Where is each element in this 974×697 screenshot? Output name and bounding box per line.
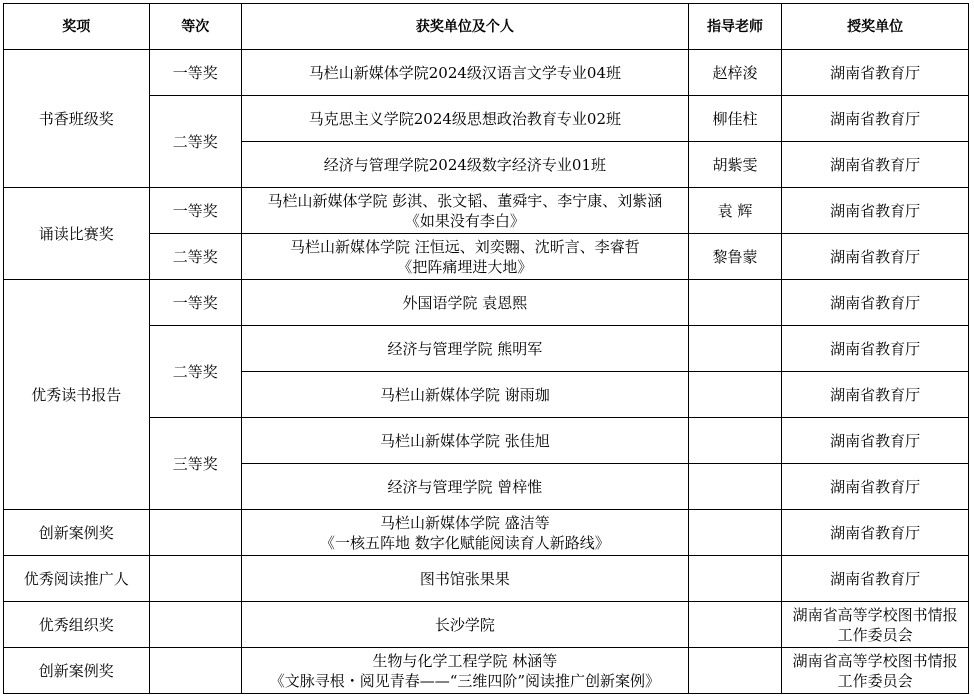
advisor-cell: 柳佳柱 bbox=[688, 96, 781, 142]
winner-cell bbox=[241, 326, 688, 372]
table-row bbox=[4, 602, 969, 648]
issuer-line: 工作委员会 bbox=[837, 671, 913, 690]
winner-line: 经济与管理学院 曾梓惟 bbox=[387, 477, 543, 496]
issuer-cell bbox=[782, 648, 969, 694]
award-cell: 优秀读书报告 bbox=[4, 280, 150, 510]
winner-cell bbox=[241, 556, 688, 602]
issuer-line: 湖南省教育厅 bbox=[830, 63, 921, 82]
award-cell: 创新案例奖 bbox=[4, 510, 150, 556]
issuer-cell bbox=[782, 326, 969, 372]
advisor-cell: 胡紫雯 bbox=[688, 142, 781, 188]
issuer-line: 湖南省教育厅 bbox=[830, 385, 921, 404]
issuer-line: 湖南省教育厅 bbox=[830, 339, 921, 358]
winner-cell bbox=[241, 188, 688, 234]
work-title-line: 《文脉寻根・阅见青春——“三维四阶”阅读推广创新案例》 bbox=[269, 671, 661, 690]
header-row bbox=[4, 4, 969, 50]
issuer-line: 湖南省教育厅 bbox=[830, 431, 921, 450]
table-row bbox=[4, 510, 969, 556]
winner-line: 外国语学院 袁恩熙 bbox=[402, 293, 528, 312]
issuer-line: 湖南省高等学校图书情报 bbox=[792, 651, 958, 670]
winner-line: 马栏山新媒体学院2024级汉语言文学专业04班 bbox=[308, 63, 622, 82]
issuer-cell bbox=[782, 556, 969, 602]
awards-table bbox=[3, 3, 969, 694]
grade-cell bbox=[149, 648, 241, 694]
advisor-cell bbox=[688, 464, 781, 510]
issuer-cell bbox=[782, 142, 969, 188]
issuer-line: 湖南省教育厅 bbox=[830, 201, 921, 220]
table-row bbox=[4, 188, 969, 234]
issuer-line: 湖南省高等学校图书情报 bbox=[792, 605, 958, 624]
winner-cell bbox=[241, 234, 688, 280]
table-row bbox=[4, 556, 969, 602]
issuer-line: 湖南省教育厅 bbox=[830, 569, 921, 588]
award-cell: 书香班级奖 bbox=[4, 50, 150, 188]
winner-cell bbox=[241, 464, 688, 510]
issuer-line: 湖南省教育厅 bbox=[830, 247, 921, 266]
advisor-cell bbox=[688, 280, 781, 326]
issuer-cell bbox=[782, 372, 969, 418]
award-cell: 优秀组织奖 bbox=[4, 602, 150, 648]
winner-cell bbox=[241, 142, 688, 188]
issuer-cell bbox=[782, 96, 969, 142]
winner-cell bbox=[241, 50, 688, 96]
work-title-line: 《一核五阵地 数字化赋能阅读育人新路线》 bbox=[320, 533, 610, 552]
issuer-cell bbox=[782, 280, 969, 326]
winner-line: 经济与管理学院2024级数字经济专业01班 bbox=[323, 155, 607, 174]
issuer-cell bbox=[782, 464, 969, 510]
winner-line: 马栏山新媒体学院 彭淇、张文韬、董舜宇、李宁康、刘紫涵 bbox=[267, 191, 663, 210]
header-award: 奖项 bbox=[4, 4, 150, 50]
award-cell: 优秀阅读推广人 bbox=[4, 556, 150, 602]
issuer-cell bbox=[782, 418, 969, 464]
advisor-cell: 黎鲁蒙 bbox=[688, 234, 781, 280]
winner-cell bbox=[241, 372, 688, 418]
issuer-cell bbox=[782, 510, 969, 556]
advisor-cell bbox=[688, 556, 781, 602]
issuer-line: 工作委员会 bbox=[837, 625, 913, 644]
grade-cell bbox=[149, 510, 241, 556]
winner-line: 马栏山新媒体学院 张佳旭 bbox=[380, 431, 550, 450]
table-row bbox=[4, 280, 969, 326]
table-row bbox=[4, 234, 969, 280]
winner-cell bbox=[241, 648, 688, 694]
issuer-cell bbox=[782, 234, 969, 280]
winner-line: 生物与化学工程学院 林涵等 bbox=[372, 651, 558, 670]
winner-line: 马栏山新媒体学院 盛洁等 bbox=[380, 513, 550, 532]
award-cell: 诵读比赛奖 bbox=[4, 188, 150, 280]
advisor-cell bbox=[688, 372, 781, 418]
award-cell: 创新案例奖 bbox=[4, 648, 150, 694]
winner-line: 长沙学院 bbox=[434, 615, 495, 634]
winner-line: 经济与管理学院 熊明军 bbox=[387, 339, 543, 358]
header-grade: 等次 bbox=[149, 4, 241, 50]
issuer-line: 湖南省教育厅 bbox=[830, 477, 921, 496]
winner-cell bbox=[241, 418, 688, 464]
issuer-line: 湖南省教育厅 bbox=[830, 293, 921, 312]
winner-line: 图书馆张果果 bbox=[419, 569, 510, 588]
winner-line: 马栏山新媒体学院 汪恒远、刘奕翾、沈昕言、李睿哲 bbox=[290, 237, 640, 256]
grade-cell: 三等奖 bbox=[149, 418, 241, 510]
issuer-line: 湖南省教育厅 bbox=[830, 155, 921, 174]
grade-cell: 一等奖 bbox=[149, 280, 241, 326]
issuer-cell bbox=[782, 50, 969, 96]
grade-cell: 二等奖 bbox=[149, 234, 241, 280]
grade-cell bbox=[149, 556, 241, 602]
header-advisor: 指导老师 bbox=[688, 4, 781, 50]
issuer-line: 湖南省教育厅 bbox=[830, 109, 921, 128]
table-row bbox=[4, 96, 969, 142]
winner-cell bbox=[241, 602, 688, 648]
advisor-cell bbox=[688, 418, 781, 464]
grade-cell: 一等奖 bbox=[149, 188, 241, 234]
table-row bbox=[4, 418, 969, 464]
winner-cell bbox=[241, 96, 688, 142]
winner-cell bbox=[241, 510, 688, 556]
winner-cell bbox=[241, 280, 688, 326]
work-title-line: 《把阵痛埋进大地》 bbox=[397, 257, 533, 276]
issuer-cell bbox=[782, 602, 969, 648]
grade-cell: 二等奖 bbox=[149, 96, 241, 188]
grade-cell bbox=[149, 602, 241, 648]
issuer-line: 湖南省教育厅 bbox=[830, 523, 921, 542]
advisor-cell bbox=[688, 326, 781, 372]
header-issuer: 授奖单位 bbox=[782, 4, 969, 50]
grade-cell: 一等奖 bbox=[149, 50, 241, 96]
grade-cell: 二等奖 bbox=[149, 326, 241, 418]
advisor-cell bbox=[688, 510, 781, 556]
advisor-cell bbox=[688, 602, 781, 648]
table-row bbox=[4, 326, 969, 372]
issuer-cell bbox=[782, 188, 969, 234]
advisor-cell: 赵梓浚 bbox=[688, 50, 781, 96]
winner-line: 马栏山新媒体学院 谢雨珈 bbox=[380, 385, 550, 404]
work-title-line: 《如果没有李白》 bbox=[404, 211, 525, 230]
header-winner: 获奖单位及个人 bbox=[241, 4, 688, 50]
advisor-cell bbox=[688, 648, 781, 694]
table-row bbox=[4, 50, 969, 96]
winner-line: 马克思主义学院2024级思想政治教育专业02班 bbox=[308, 109, 622, 128]
table-row bbox=[4, 648, 969, 694]
advisor-cell: 袁 辉 bbox=[688, 188, 781, 234]
